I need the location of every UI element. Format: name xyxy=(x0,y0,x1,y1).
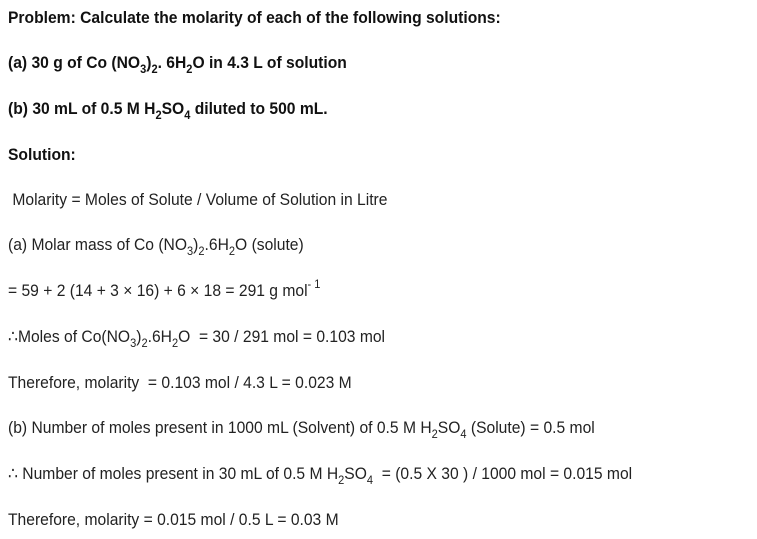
part-b-molarity: Therefore, molarity = 0.015 mol / 0.5 L = 0.03 M xyxy=(8,510,339,529)
part-a-moles: ∴Moles of $Co(NO_3)_2.6H_2O = 30 / 291$ mol = 0.103 mol xyxy=(8,327,386,350)
problem-heading: Problem: Calculate the molarity of each of the following solutions: xyxy=(8,8,501,27)
part-b-moles-30ml: ∴ Number of moles present in 30 mL of 0.5 M $H_2SO_4 = (0.5$ X 30 ) / 1000 mol = 0.015 mol xyxy=(8,464,633,487)
solution-heading: Solution: xyxy=(8,145,76,164)
molarity-formula: Molarity = Moles of Solute / Volume of Solution in Litre xyxy=(8,190,388,209)
part-a-calculation: = 59 + 2 (14 + 3 × 16) + 6 × 18 = 291 g mol$^{- 1}$ xyxy=(8,277,321,300)
part-a-molarity: Therefore, molarity = 0.103 mol / 4.3 L = 0.023 M xyxy=(8,373,352,392)
problem-part-b: (b) 30 mL of 0.5 M $H_2SO_4$ diluted to 500 mL. xyxy=(8,99,328,122)
problem-part-a: (a) 30 g of Co $(NO_3)_2$. $6H_2O$ in 4.3 L of solution xyxy=(8,53,347,76)
part-a-molar-mass: (a) Molar mass of Co $(NO_3)_2.6H_2O$ (solute) xyxy=(8,235,304,258)
part-b-moles-1000ml: (b) Number of moles present in 1000 mL (Solvent) of 0.5 M $H_2SO_4$ (Solute) = 0.5 mol xyxy=(8,418,595,441)
